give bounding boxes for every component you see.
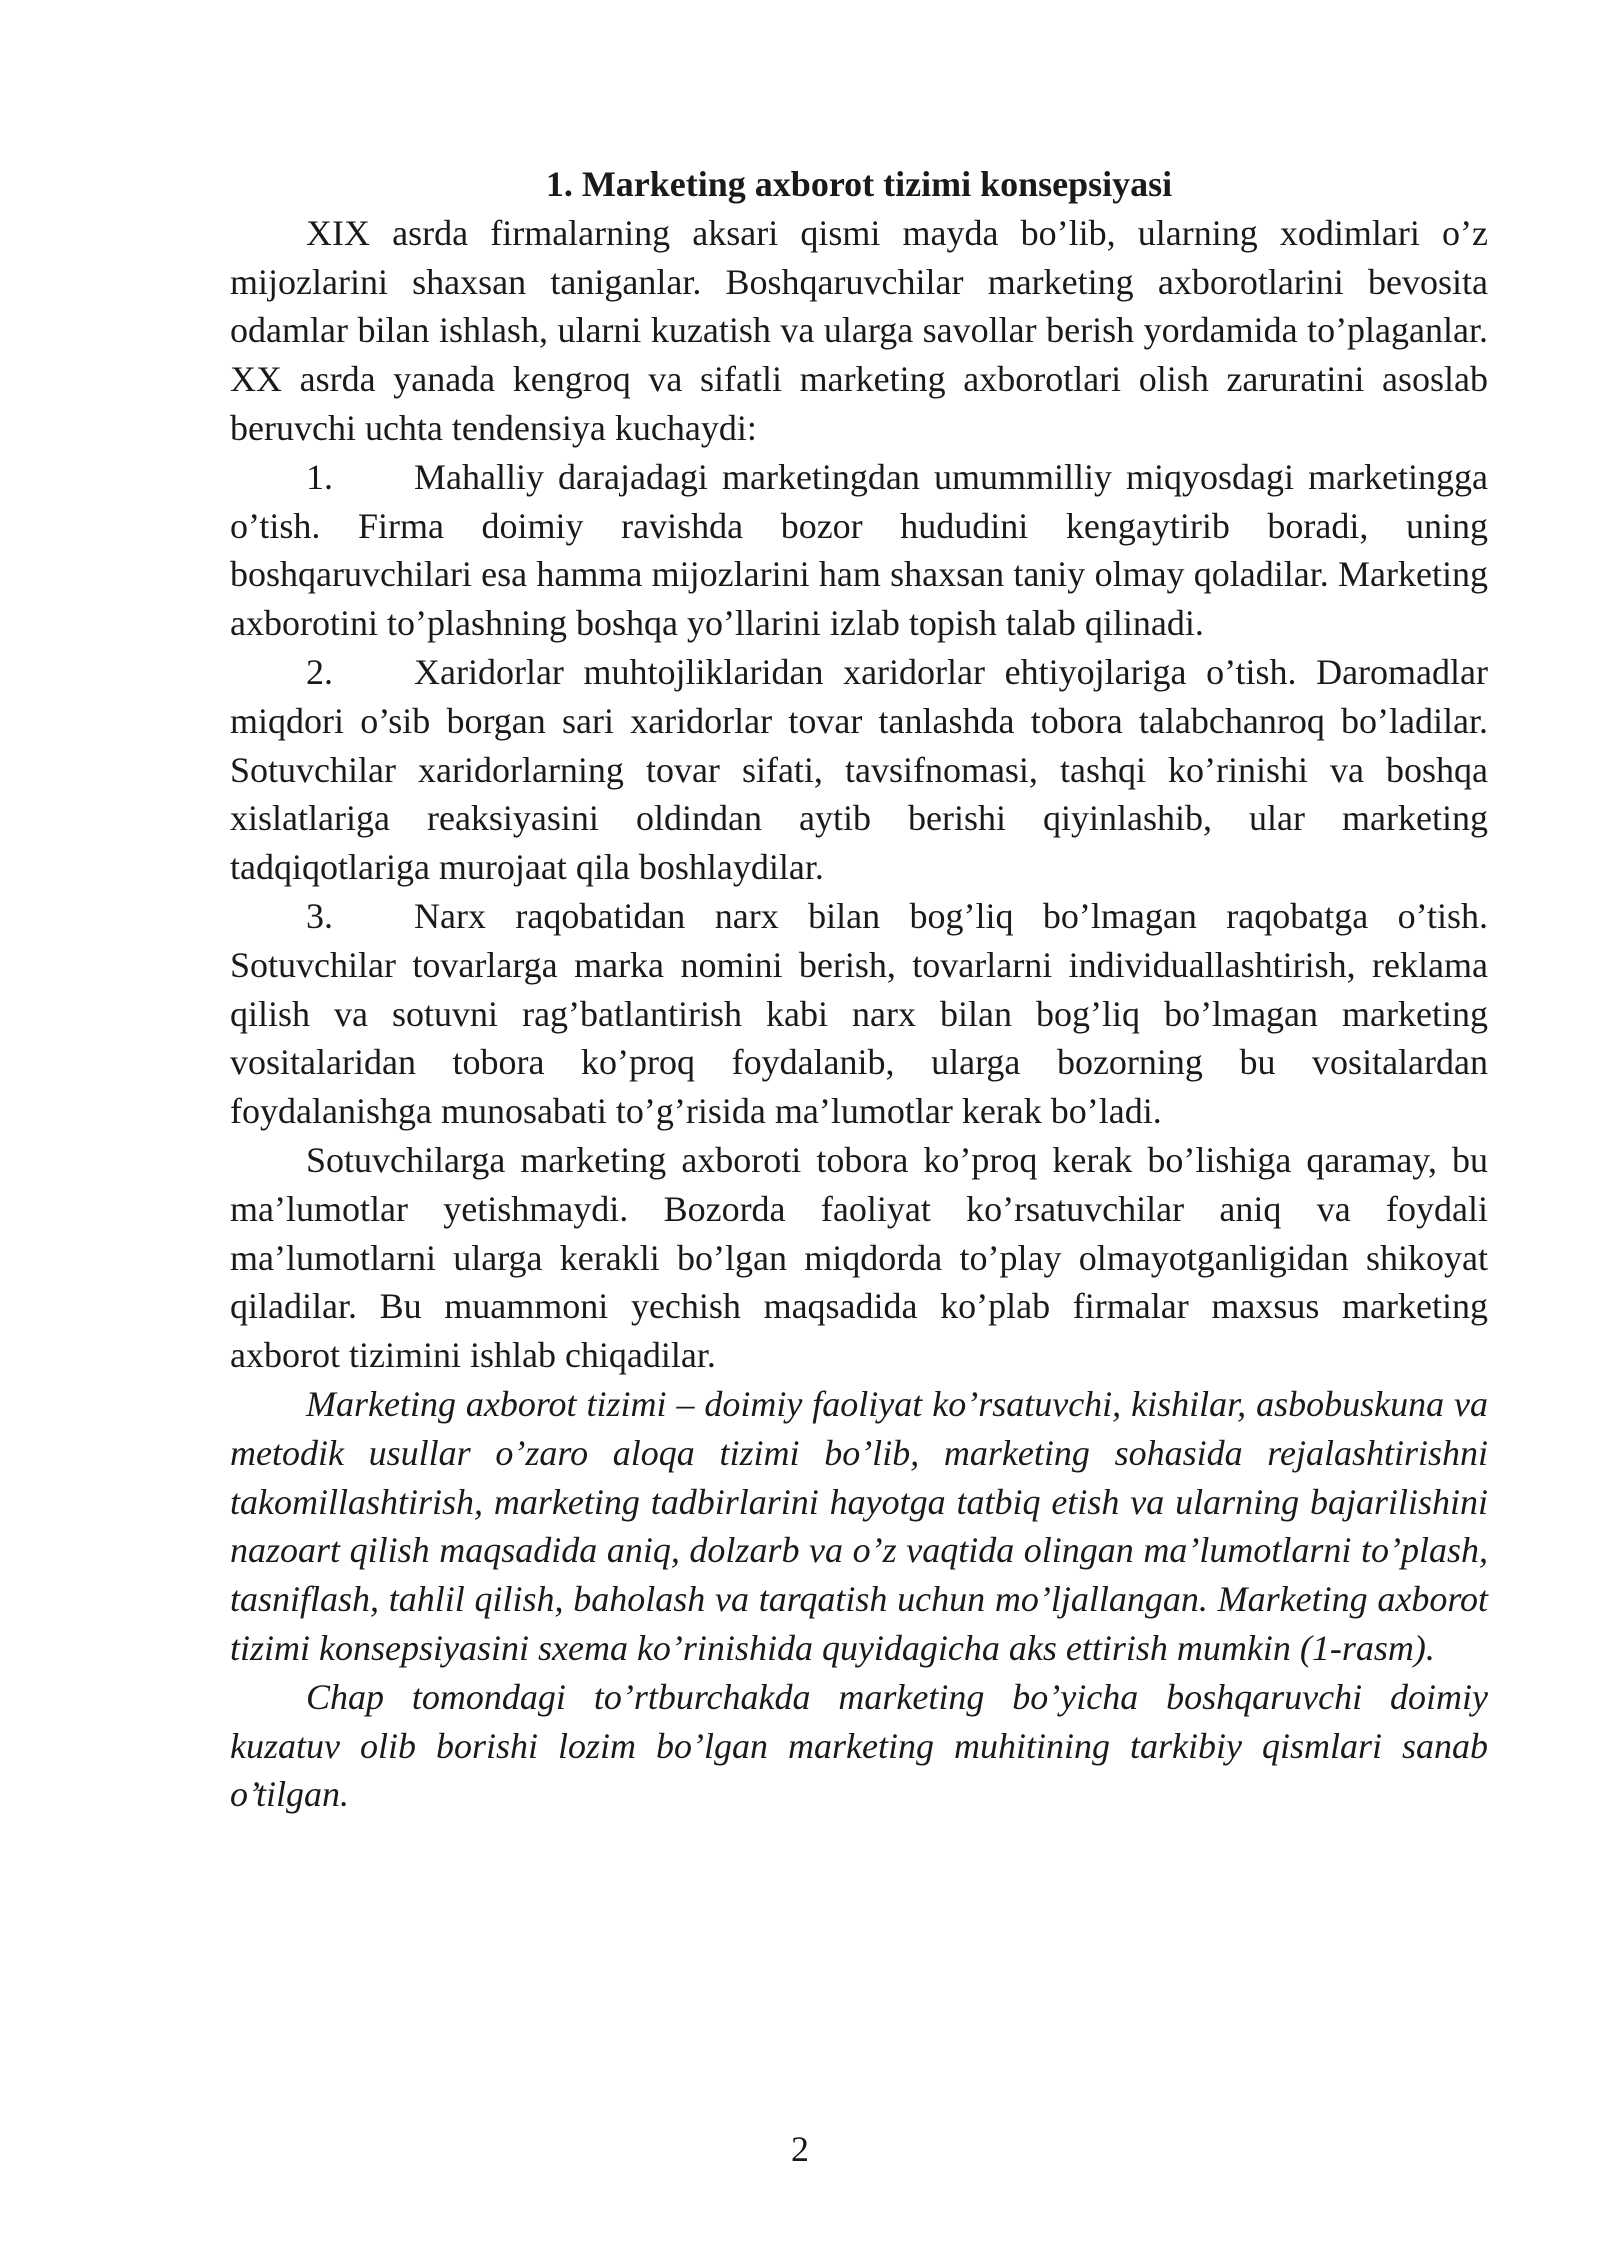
closing-paragraph: Chap tomondagi to’rtburchakda marketing bo’yicha boshqaruvchi doimiy kuzatuv olib borishi lozim bo’lgan marketing muhitining tarkibiy qismlari sanab o’tilgan.	[230, 1676, 1488, 1815]
document-page	[230, 160, 1488, 1819]
page-number: 2	[791, 2129, 809, 2169]
list-item	[230, 453, 1488, 648]
section-title: 1. Marketing axborot tizimi konsepsiyasi	[545, 164, 1173, 204]
definition-paragraph: Marketing axborot tizimi – doimiy faoliyat ko’rsatuvchi, kishilar, asbobuskuna va metodik usullar o’zaro aloqa tizimi bo’lib, marketing sohasida rejalashtirishni takomillashtirish, marketing tadbirlarini hayotga tatbiq etish va ularning bajarilishini nazoart qilish maqsadida aniq, dolzarb va o’z vaqtida olingan ma’lumotlarni to’plash, tasniflash, tahlil qilish, baholash va tarqatish uchun mo’ljallangan. Marketing axborot tizimi konsepsiyasini sxema ko’rinishida quyidagicha aks ettirish mumkin (1-rasm).	[230, 1383, 1488, 1668]
list-item-number: 2.	[306, 651, 333, 692]
list-item	[230, 892, 1488, 1136]
intro-paragraph: XIX asrda firmalarning aksari qismi mayda bo’lib, ularning xodimlari o’z mijozlarini shaxsan taniganlar. Boshqaruvchilar marketing axborotlarini bevosita odamlar bilan ishlash, ularni kuzatish va ularga savollar berish yordamida to’plaganlar. XX asrda yanada kengroq va sifatli marketing axborotlari olish zaruratini asoslab beruvchi uchta tendensiya kuchaydi:	[230, 212, 1488, 448]
list-item-text: Xaridorlar muhtojliklaridan xaridorlar ehtiyojlariga o’tish. Daromadlar miqdori o’sib borgan sari xaridorlar tovar tanlashda tobora talabchanroq bo’ladilar. Sotuvchilar xaridorlarning tovar sifati, tavsifnomasi, tashqi ko’rinishi va boshqa xislatlariga reaksiyasini oldindan aytib berishi qiyinlashib, ular marketing tadqiqotlariga murojaat qila boshlaydilar.	[230, 651, 1488, 888]
list-item-text: Mahalliy darajadagi marketingdan umummilliy miqyosdagi marketingga o’tish. Firma doimiy ravishda bozor hududini kengaytirib boradi, uning boshqaruvchilari esa hamma mijozlarini ham shaxsan taniy olmay qoladilar. Marketing axborotini to’plashning boshqa yo’llarini izlab topish talab qilinadi.	[230, 456, 1488, 644]
list-item-number: 1.	[306, 456, 333, 497]
list-item-number: 3.	[306, 895, 333, 936]
list-item	[230, 648, 1488, 892]
body-paragraph: Sotuvchilarga marketing axboroti tobora ko’proq kerak bo’lishiga qaramay, bu ma’lumotlar yetishmaydi. Bozorda faoliyat ko’rsatuvchilar aniq va foydali ma’lumotlarni ularga kerakli bo’lgan miqdorda to’play olmayotganligidan shikoyat qiladilar. Bu muammoni yechish maqsadida ko’plab firmalar maxsus marketing axborot tizimini ishlab chiqadilar.	[230, 1139, 1488, 1376]
list-item-text: Narx raqobatidan narx bilan bog’liq bo’lmagan raqobatga o’tish. Sotuvchilar tovarlarga marka nomini berish, tovarlarni individuallashtirish, reklama qilish va sotuvni rag’batlantirish kabi narx bilan bog’liq bo’lmagan marketing vositalaridan tobora ko’proq foydalanib, ularga bozorning bu vositalardan foydalanishga munosabati to’g’risida ma’lumotlar kerak bo’ladi.	[230, 895, 1488, 1132]
